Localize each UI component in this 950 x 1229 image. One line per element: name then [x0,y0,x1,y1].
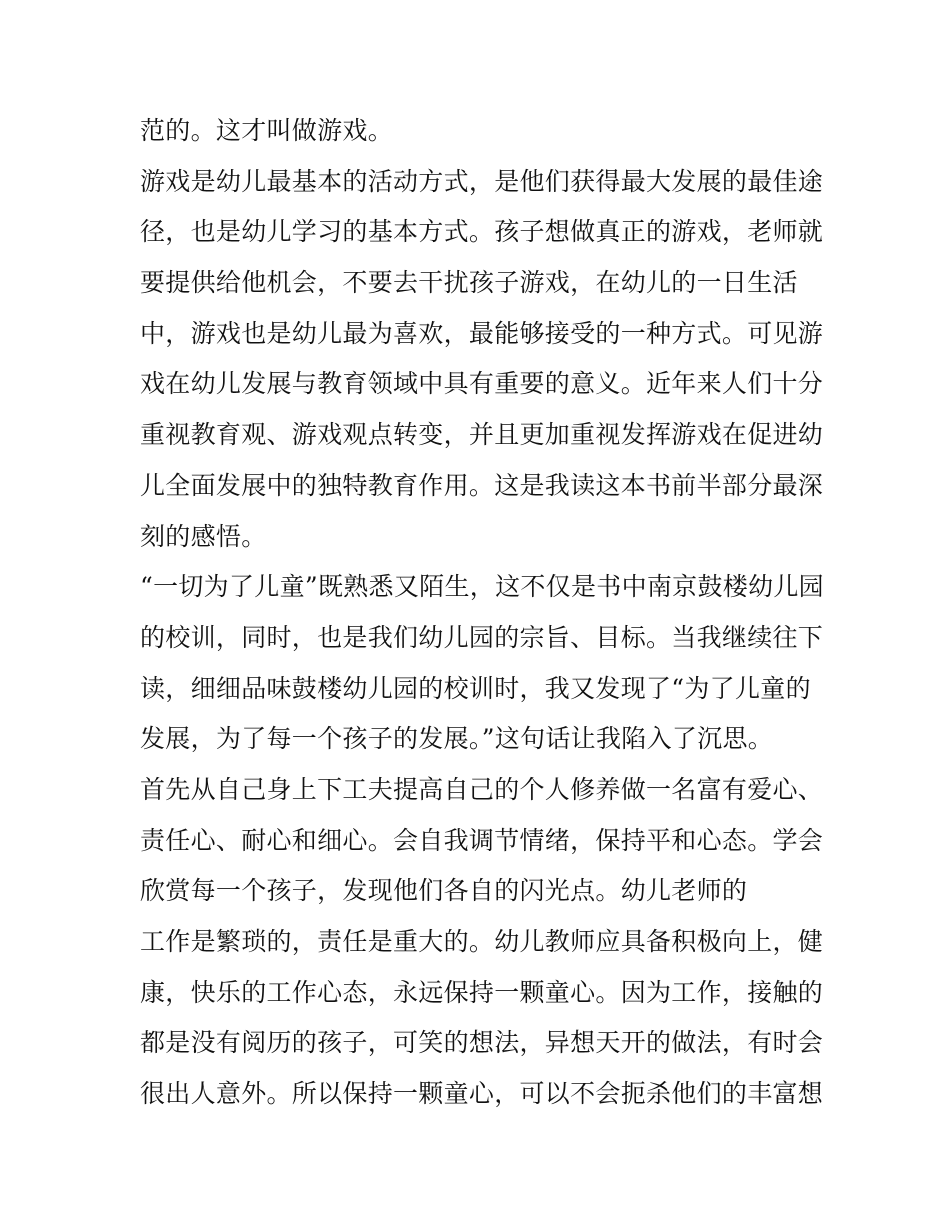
text-line: 范的。这才叫做游戏。 [140,116,394,145]
text-line: 工作是繁琐的，责任是重大的。幼儿教师应具备积极向上，健 [140,927,824,956]
text-line: 责任心、耐心和细心。会自我调节情绪，保持平和心态。学会 [140,825,824,855]
text-line: 中，游戏也是幼儿最为喜欢，最能够接受的一种方式。可见游 [140,318,824,348]
text-line: 要提供给他机会，不要去干扰孩子游戏，在幼儿的一日生活 [140,268,798,298]
text-line: 儿全面发展中的独特教育作用。这是我读这本书前半部分最深 [140,470,824,500]
text-line: 的校训，同时，也是我们幼儿园的宗旨、目标。当我继续往下 [140,622,824,652]
document-body [140,106,824,1120]
text-line: 径，也是幼儿学习的基本方式。孩子想做真正的游戏，老师就 [140,217,824,247]
text-line: 康，快乐的工作心态，永远保持一颗童心。因为工作，接触的 [140,977,824,1007]
text-line: 游戏是幼儿最基本的活动方式，是他们获得最大发展的最佳途 [140,166,824,196]
text-line: 刻的感悟。 [140,521,267,551]
text-line: 都是没有阅历的孩子，可笑的想法，异想天开的做法，有时会 [140,1028,824,1058]
text-line: 发展，为了每一个孩子的发展。”这句话让我陷入了沉思。 [140,724,774,754]
text-line: 欣赏每一个孩子，发现他们各自的闪光点。幼儿老师的 [140,876,748,906]
text-line: 很出人意外。所以保持一颗童心，可以不会扼杀他们的丰富想 [140,1079,824,1109]
text-line: “一切为了儿童”既熟悉又陌生，这不仅是书中南京鼓楼幼儿园 [140,572,824,602]
text-line: 首先从自己身上下工夫提高自己的个人修养做一名富有爱心、 [140,774,824,804]
text-line: 重视教育观、游戏观点转变，并且更加重视发挥游戏在促进幼 [140,420,824,450]
text-line: 戏在幼儿发展与教育领域中具有重要的意义。近年来人们十分 [140,369,824,399]
text-line: 读，细细品味鼓楼幼儿园的校训时，我又发现了“为了儿童的 [140,673,811,703]
